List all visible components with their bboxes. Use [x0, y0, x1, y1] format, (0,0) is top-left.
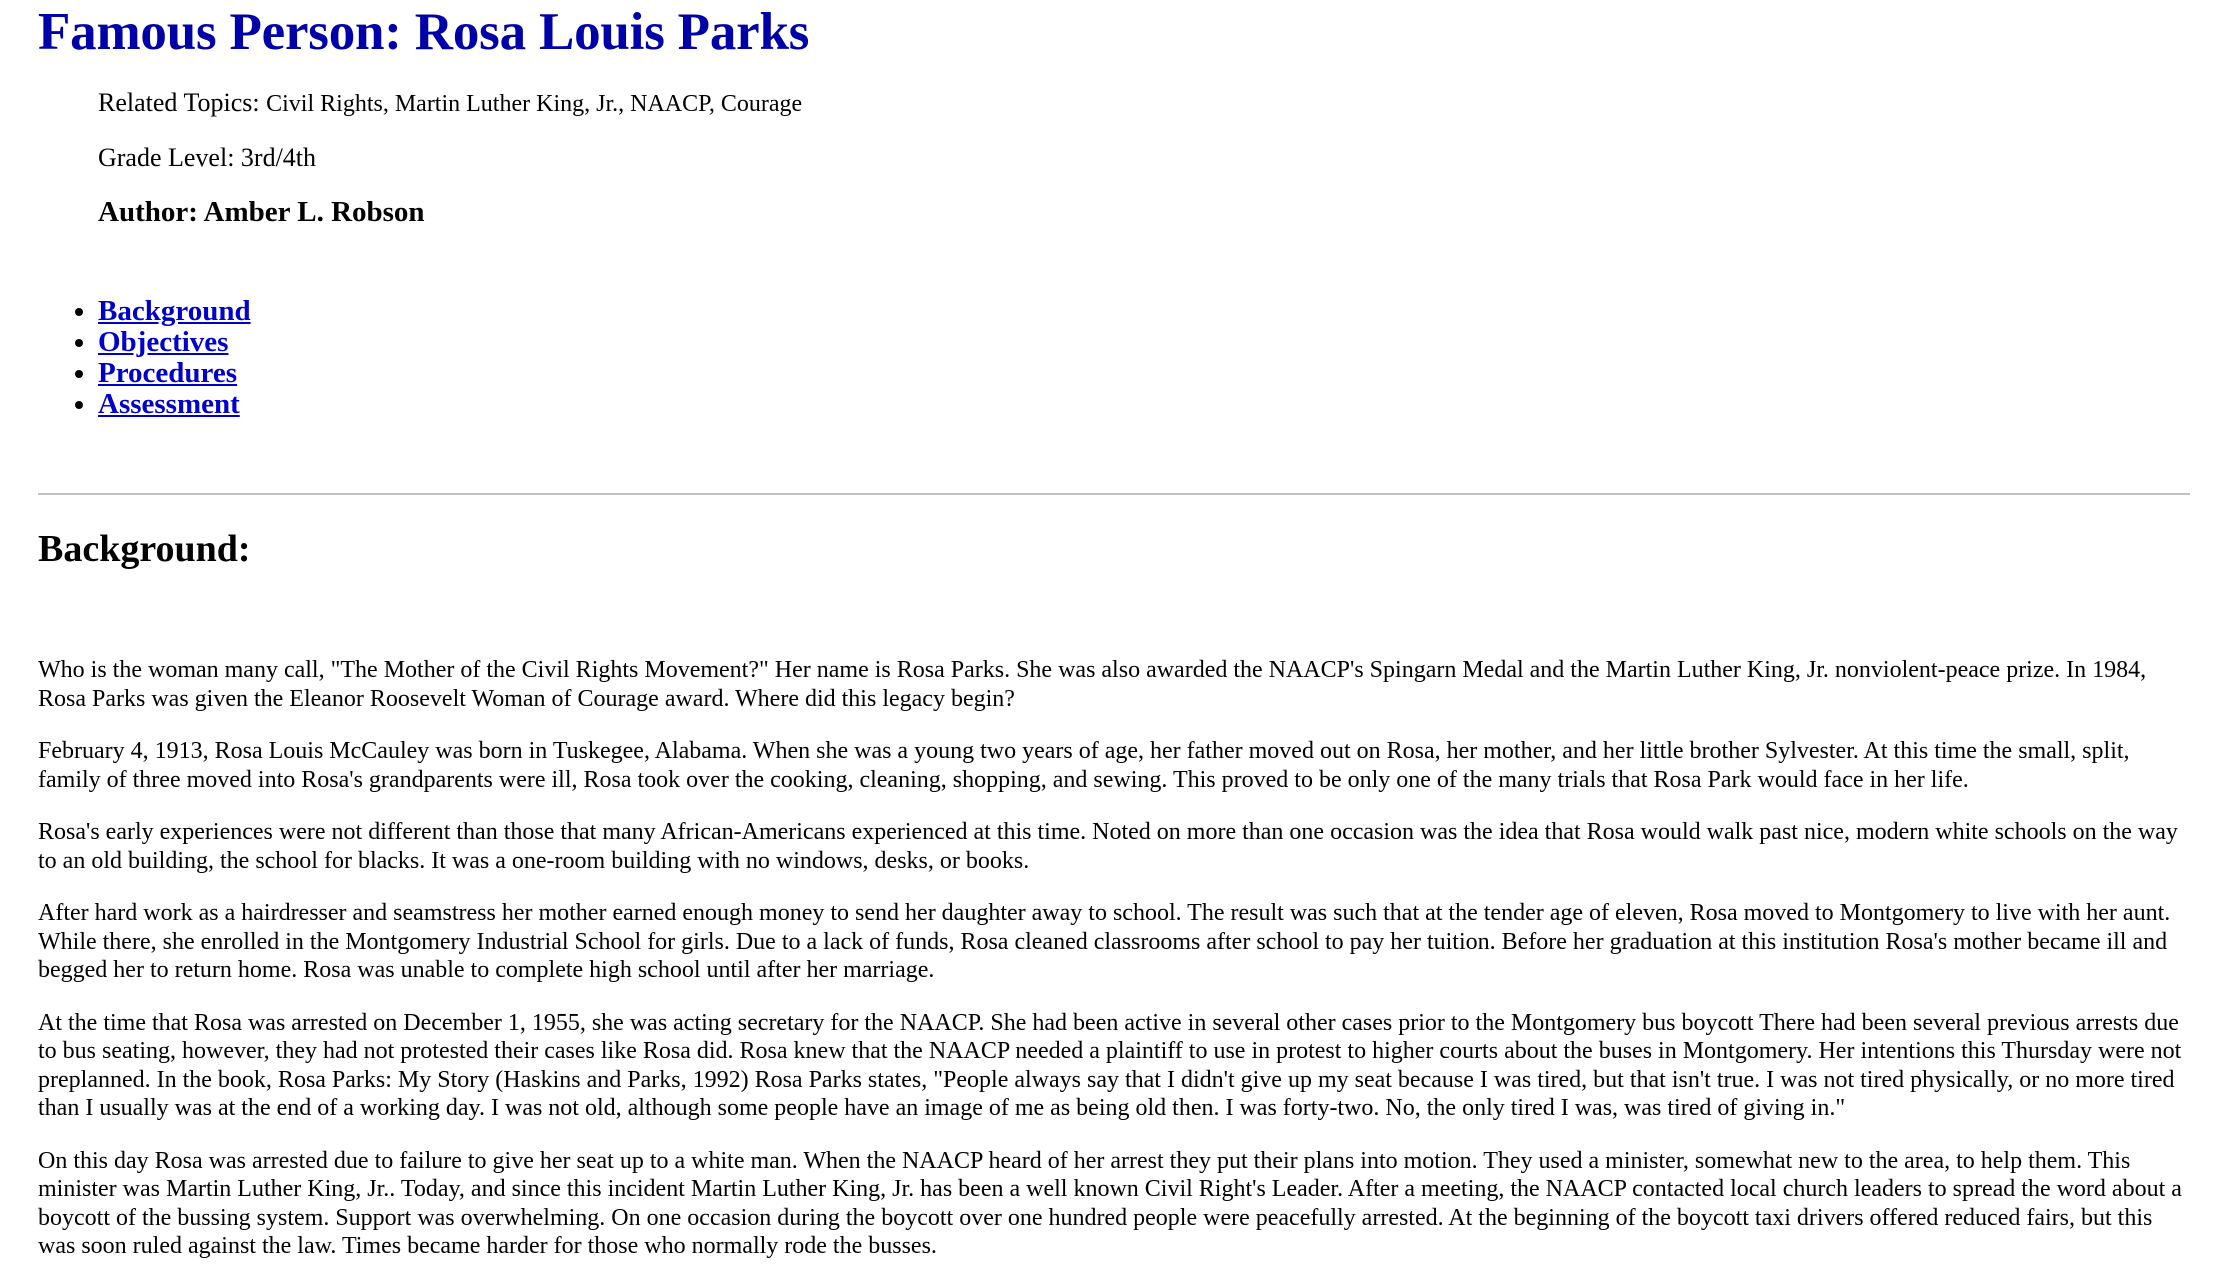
background-body: [38, 656, 2190, 1261]
grade-level: Grade Level: 3rd/4th: [98, 143, 317, 172]
page-content: [38, 0, 2190, 1285]
table-of-contents: [38, 296, 2190, 420]
toc-item-assessment: [98, 389, 2190, 420]
toc-link-assessment[interactable]: Assessment: [98, 388, 240, 420]
background-paragraph: On this day Rosa was arrested due to failure to give her seat up to a white man. When the NAACP heard of her arrest they put their plans into motion. They used a minister, somewhat new to the area, to help them. This minister was Martin Luther King, Jr.. Today, and since this incident Martin Luther King, Jr. has been a well known Civil Right's Leader. After a meeting, the NAACP contacted local church leaders to spread the word about a boycott of the bussing system. Support was overwhelming. On one occasion during the boycott over one hundred people were peacefully arrested. At the beginning of the boycott taxi drivers offered reduced fairs, but this was soon ruled against the law. Times became harder for those who normally rode the busses.: [38, 1147, 2182, 1259]
toc-item-background: [98, 296, 2190, 327]
related-topics-label: Related Topics:: [98, 88, 260, 117]
background-paragraph: After hard work as a hairdresser and seamstress her mother earned enough money to send her daughter away to school. The result was such that at the tender age of eleven, Rosa moved to Montgomery to live with her aunt. While there, she enrolled in the Montgomery Industrial School for girls. Due to a lack of funds, Rosa cleaned classrooms after school to pay her tuition. Before her graduation at this institution Rosa's mother became ill and begged her to return home. Rosa was unable to complete high school until after her marriage.: [38, 900, 2171, 983]
lesson-meta: [98, 88, 2190, 229]
background-paragraph: At the time that Rosa was arrested on December 1, 1955, she was acting secretary for the NAACP. She had been active in several other cases prior to the Montgomery bus boycott There had been several previous arrests due to bus seating, however, they had not protested their cases like Rosa did. Rosa knew that the NAACP needed a plaintiff to use in protest to higher courts about the buses in Montgomery. Her intentions this Thursday were not preplanned. In the book, Rosa Parks: My Story (Haskins and Parks, 1992) Rosa Parks states, "People always say that I didn't give up my seat because I was tired, but that isn't true. I was not tired physically, or no more tired than I usually was at the end of a working day. I was not old, although some people have an image of me as being old then. I was forty-two. No, the only tired I was, was tired of giving in.": [38, 1009, 2182, 1121]
related-topics-values: Civil Rights, Martin Luther King, Jr., NAACP, Courage: [266, 91, 803, 117]
toc-item-procedures: [98, 358, 2190, 389]
toc-link-procedures[interactable]: Procedures: [98, 357, 238, 389]
page-title: Famous Person: Rosa Louis Parks: [38, 3, 810, 61]
background-paragraph: Who is the woman many call, "The Mother of the Civil Rights Movement?" Her name is Rosa Parks. She was also awarded the NAACP's Spingarn Medal and the Martin Luther King, Jr. nonviolent-peace prize. In 1984, Rosa Parks was given the Eleanor Roosevelt Woman of Courage award. Where did this legacy begin?: [38, 657, 2147, 712]
background-heading: Background:: [38, 528, 251, 570]
background-paragraph: February 4, 1913, Rosa Louis McCauley was born in Tuskegee, Alabama. When she was a young two years of age, her father moved out on Rosa, her mother, and her little brother Sylvester. At this time the small, split, family of three moved into Rosa's grandparents were ill, Rosa took over the cooking, cleaning, shopping, and sewing. This proved to be only one of the many trials that Rosa Park would face in her life.: [38, 738, 2130, 793]
author: Author: Amber L. Robson: [98, 196, 425, 228]
toc-link-background[interactable]: Background: [98, 295, 251, 327]
horizontal-divider: [38, 493, 2190, 495]
background-paragraph: Rosa's early experiences were not different than those that many African-Americans experienced at this time. Noted on more than one occasion was the idea that Rosa would walk past nice, modern white schools on the way to an old building, the school for blacks. It was a one-room building with no windows, desks, or books.: [38, 819, 2178, 874]
toc-item-objectives: [98, 327, 2190, 358]
related-topics: [98, 88, 2190, 119]
toc-link-objectives[interactable]: Objectives: [98, 326, 229, 358]
